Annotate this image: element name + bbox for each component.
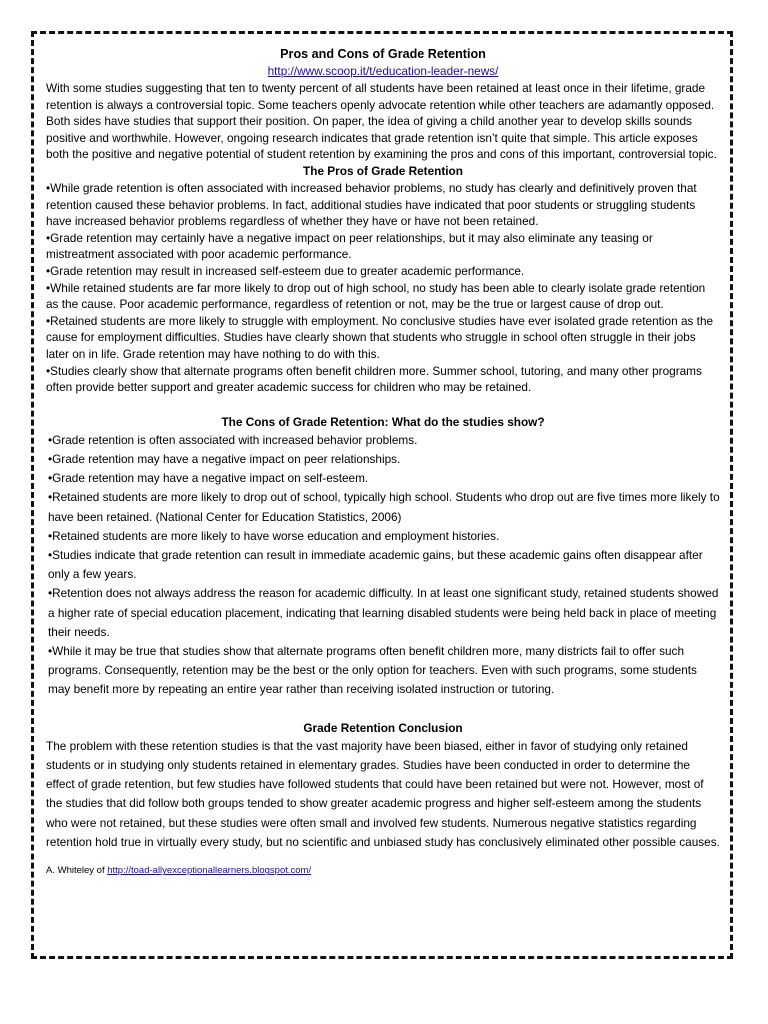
pros-item: •While grade retention is often associated with increased behavior problems, no study has clearly and definitively proven that retention caused these behavior problems. In fact, additional studies have indicated that poor students or struggling students have increased behavior problems regardless of whether they have or have not been retained.	[46, 180, 697, 229]
pros-section	[46, 163, 720, 396]
cons-section	[46, 414, 720, 700]
source-link[interactable]: http://www.scoop.it/t/education-leader-news/	[267, 64, 499, 78]
signature-link[interactable]: http://toad-allyexceptionallearners.blogspot.com/	[107, 865, 312, 877]
cons-item: •Retention does not always address the reason for academic difficulty. In at least one significant study, retained students showed a higher rate of special education placement, indicating that learning disabled students were being held back in place of meeting their needs.	[48, 586, 719, 639]
intro-paragraph: With some studies suggesting that ten to twenty percent of all students have been retained at least once in their lifetime, grade retention is always a controversial topic. Some teachers openly advocate retention while other teachers are adamantly opposed. Both sides have studies that support their position. On paper, the idea of giving a child another year to develop skills sounds positive and worthwhile. However, ongoing research indicates that grade retention isn’t quite that simple. This article exposes both the positive and negative potential of student retention by examining the pros and cons of this important, controversial topic.	[46, 81, 717, 162]
pros-item: •While retained students are far more likely to drop out of high school, no study has been able to clearly isolate grade retention as the cause. Poor academic performance, regardless of retention or not, may be the true or largest cause of drop out.	[46, 280, 706, 312]
cons-item: •Grade retention may have a negative impact on peer relationships.	[48, 451, 401, 466]
pros-item: •Studies clearly show that alternate programs often benefit children more. Summer school, tutoring, and many other programs often provide better support and greater academic success for children who may be retained.	[46, 363, 702, 395]
cons-item: •Grade retention may have a negative impact on self-esteem.	[48, 471, 369, 486]
pros-item: •Grade retention may certainly have a negative impact on peer relationships, but it may also eliminate any teasing or mistreatment associated with poor academic performance.	[46, 230, 653, 262]
document-title: Pros and Cons of Grade Retention	[280, 47, 486, 61]
cons-item: •Grade retention is often associated with increased behavior problems.	[48, 432, 418, 447]
document-body	[46, 46, 720, 878]
cons-item: •Retained students are more likely to have worse education and employment histories.	[48, 528, 500, 543]
pros-item: •Retained students are more likely to struggle with employment. No conclusive studies have ever isolated grade retention as the cause for employment difficulties. Studies have clearly shown that students who struggle in school often struggle in their jobs later on in life. Grade retention may have nothing to do with this.	[46, 313, 714, 361]
conclusion-section	[46, 720, 720, 853]
pros-heading: The Pros of Grade Retention	[303, 163, 463, 178]
cons-item: •Studies indicate that grade retention can result in immediate academic gains, but these academic gains often disappear after only a few years.	[48, 547, 703, 582]
cons-item: •Retained students are more likely to drop out of school, typically high school. Students who drop out are five times more likely to have been retained. (National Center for Education Statistics, 2006)	[48, 490, 720, 524]
cons-heading: The Cons of Grade Retention: What do the studies show?	[221, 414, 545, 429]
cons-item: •While it may be true that studies show that alternate programs often benefit children more, many districts fail to offer such programs. Consequently, retention may be the best or the only option for teachers. Even with such programs, some students may benefit more by repeating an entire year rather than receiving isolated instruction or tutoring.	[48, 643, 697, 697]
signature-prefix: A. Whiteley of	[46, 865, 108, 877]
conclusion-heading: Grade Retention Conclusion	[303, 720, 463, 735]
author-signature	[46, 864, 720, 878]
pros-item: •Grade retention may result in increased self-esteem due to greater academic performance.	[46, 263, 525, 278]
conclusion-paragraph: The problem with these retention studies is that the vast majority have been biased, either in favor of studying only retained students or in studying only students retained in elementary grades. Studies have been conducted in order to determine the effect of grade retention, but few studies have followed students that could have been retained but were not. However, most of the studies that did follow both groups tended to show greater academic progress and higher self-esteem among the students who were not retained, but these studies were often small and involved few students. Numerous negative statistics regarding retention hold true in virtually every study, but no scientific and unbiased study has conclusively eliminated other possible causes.	[46, 738, 720, 850]
